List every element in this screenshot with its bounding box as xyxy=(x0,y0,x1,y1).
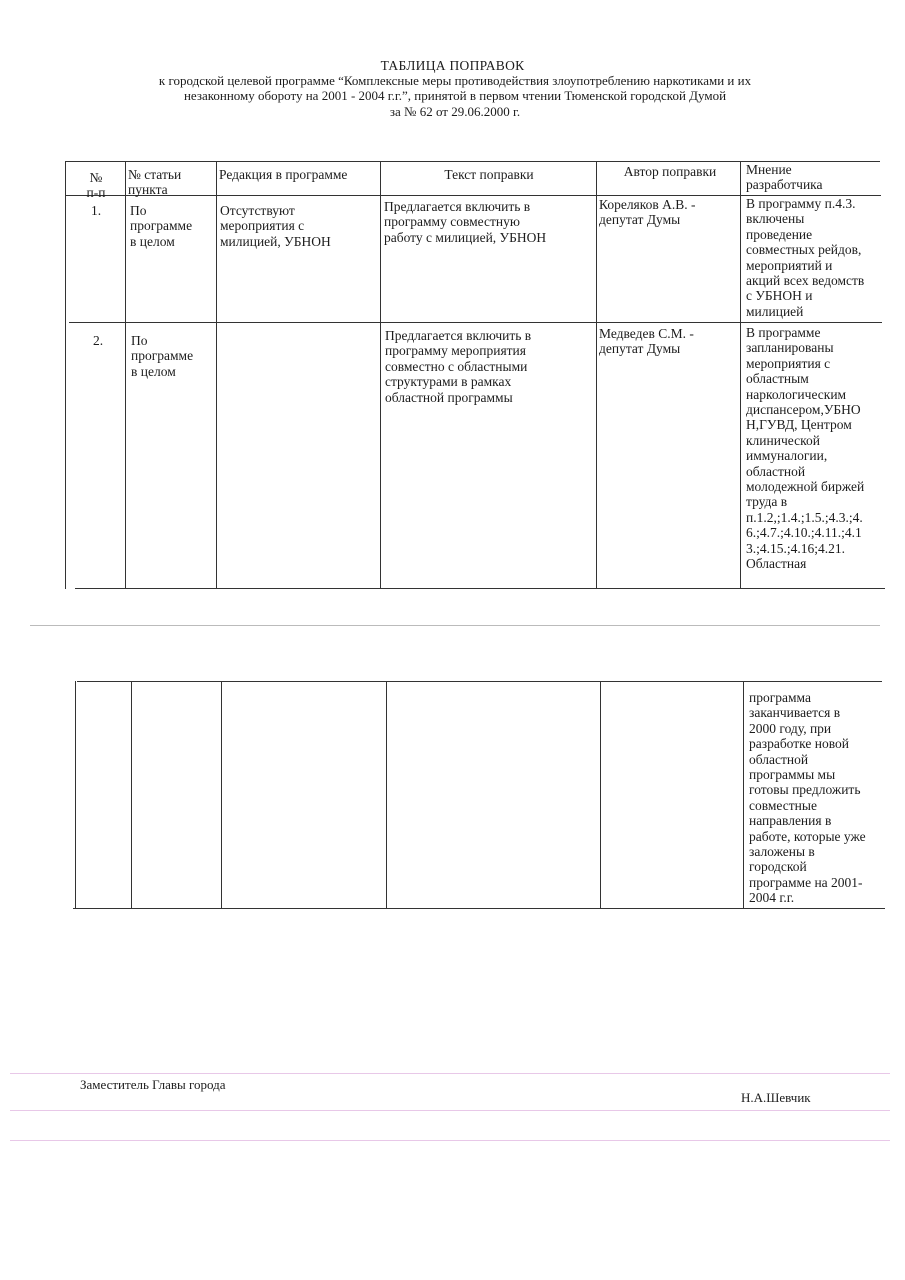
table-column-line xyxy=(596,161,597,589)
row-1-opinion: В программу п.4.3. включены проведение совместных рейдов, мероприятий и акций всех ведомств с УБНОН и милицией xyxy=(746,196,865,319)
document-subtitle-line-3: за № 62 от 29.06.2000 г. xyxy=(389,104,521,119)
signatory-name: Н.А.Шевчик xyxy=(741,1090,811,1105)
table-border-bottom xyxy=(73,908,885,909)
column-header-opinion: Мнение разработчика xyxy=(746,162,823,193)
scan-artifact-line xyxy=(30,625,880,626)
row-2-amendment: Предлагается включить в программу мероприятия совместно с областными структурами в рамках областной программы xyxy=(385,328,532,405)
table-border-top xyxy=(77,681,882,682)
table-column-line xyxy=(386,681,387,909)
scan-artifact-line xyxy=(10,1110,890,1111)
table-column-line xyxy=(740,161,741,589)
table-row-divider xyxy=(69,322,882,323)
table-column-line xyxy=(743,681,744,909)
column-header-number: № п-п xyxy=(86,170,106,201)
table-column-line xyxy=(75,681,76,909)
scan-artifact-line xyxy=(10,1140,890,1141)
row-1-number: 1. xyxy=(90,203,102,218)
continuation-opinion: программа заканчивается в 2000 году, при разработке новой областной программы мы готовы предложить совместные направления в работе, которые уже заложены в городской программе на 2001- 2004 г.г. xyxy=(749,690,866,906)
row-2-opinion: В программе запланированы мероприятия с областным наркологическим диспансером,УБНО Н,ГУВД, Центром клинической иммуналогии, областной молодежной биржей труда в п.1.2,;1.4.;1.5.;4.3.;4. 6.;4.7.;4.10.;4.11.;4.1 3.;4.15.;4.16;4.21. Областная xyxy=(746,325,865,572)
table-column-line xyxy=(65,161,66,589)
row-2-author: Медведев С.М. - депутат Думы xyxy=(599,326,694,357)
row-2-number: 2. xyxy=(92,333,104,348)
column-header-amendment: Текст поправки xyxy=(444,167,534,182)
table-column-line xyxy=(125,161,126,589)
document-title: ТАБЛИЦА ПОПРАВОК xyxy=(380,58,525,73)
signatory-position: Заместитель Главы города xyxy=(80,1077,226,1092)
row-1-article: По программе в целом xyxy=(130,203,193,249)
document-subtitle-line-2: незаконному обороту на 2001 - 2004 г.г.”, принятой в первом чтении Тюменской городской Думой xyxy=(183,88,727,103)
row-1-amendment: Предлагается включить в программу совместную работу с милицией, УБНОН xyxy=(384,199,547,245)
document-subtitle-line-1: к городской целевой программе “Комплексные меры противодействия злоупотреблению наркотиками и их xyxy=(158,73,752,88)
column-header-edition: Редакция в программе xyxy=(219,167,348,182)
column-header-article: № статьи пункта xyxy=(128,167,182,198)
row-1-author: Кореляков А.В. - депутат Думы xyxy=(599,197,696,228)
table-column-line xyxy=(600,681,601,909)
table-column-line xyxy=(380,161,381,589)
table-border-bottom xyxy=(75,588,885,589)
column-header-author: Автор поправки xyxy=(623,164,717,179)
table-column-line xyxy=(221,681,222,909)
row-1-edition: Отсутствуют мероприятия с милицией, УБНОН xyxy=(220,203,331,249)
row-2-article: По программе в целом xyxy=(131,333,194,379)
table-column-line xyxy=(131,681,132,909)
scan-artifact-line xyxy=(10,1073,890,1074)
